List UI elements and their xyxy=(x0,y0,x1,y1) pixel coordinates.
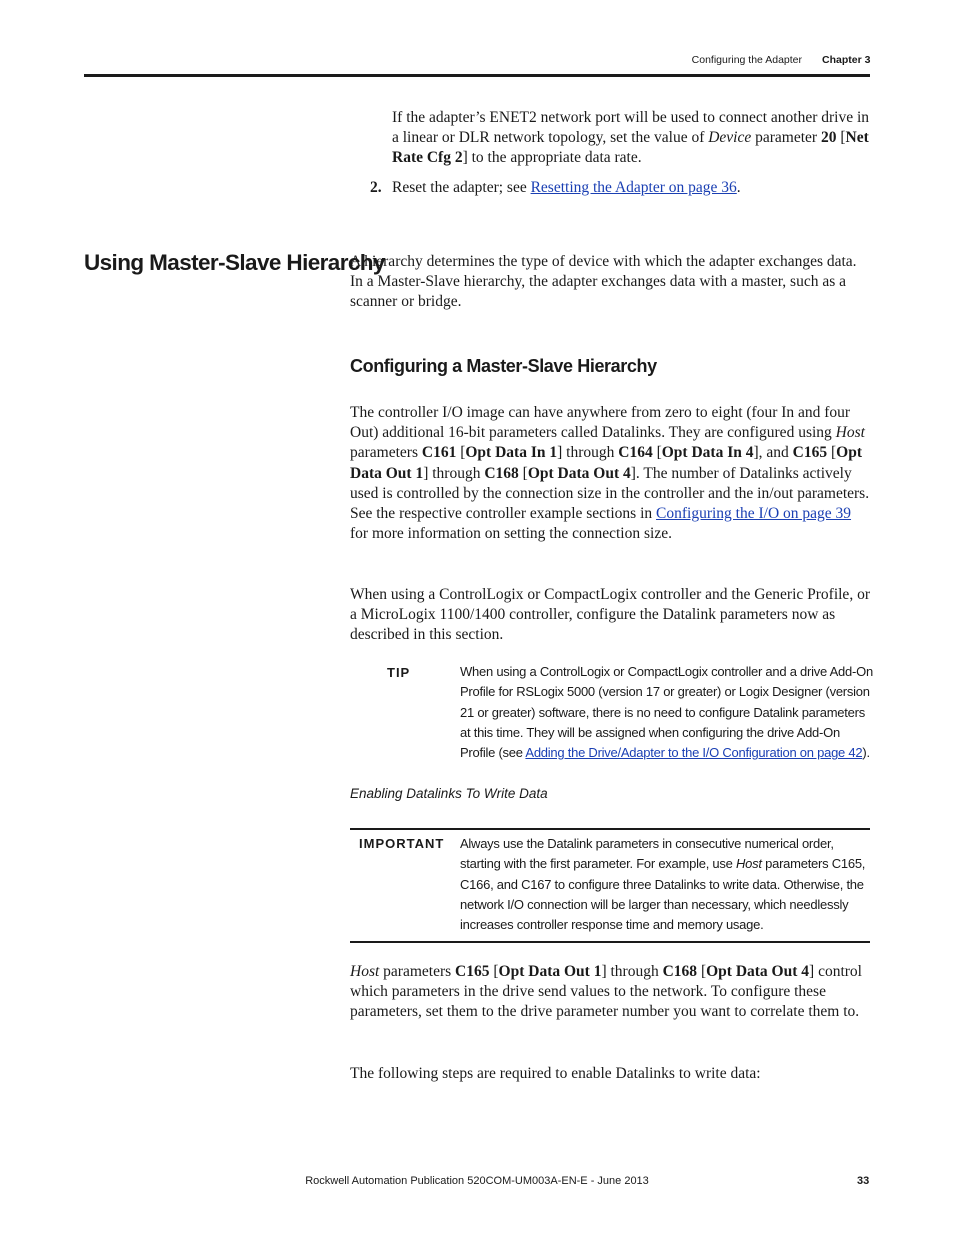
subheading: Configuring a Master-Slave Hierarchy xyxy=(350,356,657,376)
section-title: Using Master-Slave Hierarchy xyxy=(84,250,385,275)
io-image-paragraph: The controller I/O image can have anywhere from zero to eight (four In and four Out) additional 16-bit parameters called Datalinks. They are configured using Host parameters C161 [Opt Data In 1] through C164 [Opt Data In 4], and C165 [Opt Data Out 1] through C168 [Opt Data Out 4]. The number of Datalinks actively used is controlled by the connection size in the controller and the in/out parameters. See the respective controller example sections in Configuring the I/O on page 39 for more information on setting the connection size. xyxy=(350,404,870,543)
enet2-note-paragraph: If the adapter’s ENET2 network port will be used to connect another drive in a linear or DLR network topology, set the value of Device parameter 20 [Net Rate Cfg 2] to the appropriate data rate. xyxy=(392,109,870,167)
important-label: IMPORTANT xyxy=(359,836,445,851)
configuring-io-link[interactable]: Configuring the I/O on page 39 xyxy=(656,505,852,523)
controller-paragraph: When using a ControlLogix or CompactLogix controller and the Generic Profile, or a MicroLogix 1100/1400 controller, configure the Datalink parameters now as described in this section. xyxy=(350,586,870,644)
device-term: Device xyxy=(708,129,752,147)
host-parameters-paragraph: Host parameters C165 [Opt Data Out 1] through C168 [Opt Data Out 4] control which parameters in the drive send values to the network. To configure these parameters, set them to the drive parameter number you want to correlate them to. xyxy=(350,963,862,1021)
param-name: Net Rate Cfg 2 xyxy=(392,129,869,167)
subsection-caption: Enabling Datalinks To Write Data xyxy=(350,786,548,801)
footer-publication: Rockwell Automation Publication 520COM-UM003A-EN-E - June 2013 xyxy=(305,1175,649,1187)
running-header-section: Configuring the Adapter xyxy=(691,54,802,66)
param-number: 20 xyxy=(820,129,837,147)
hierarchy-paragraph: A hierarchy determines the type of device with which the adapter exchanges data. In a Master-Slave hierarchy, the adapter exchanges data with a master, such as a scanner or bridge. xyxy=(350,253,857,311)
tip-text: When using a ControlLogix or CompactLogix controller and a drive Add-On Profile for RSLogix 5000 (version 17 or greater) or Logix Designer (version 21 or greater) software, there is no need to configure Datalink parameters at this time. They will be assigned when configuring the drive Add-On Profile (see Adding the Drive/Adapter to the I/O Configuration on page 42). xyxy=(460,664,873,761)
step-number: 2. xyxy=(370,179,382,196)
important-top-rule xyxy=(350,828,870,830)
steps-intro-paragraph: The following steps are required to enable Datalinks to write data: xyxy=(350,1065,761,1082)
adding-drive-link[interactable]: Adding the Drive/Adapter to the I/O Configuration on page 42 xyxy=(525,745,863,761)
host-term: Host xyxy=(350,963,380,980)
page-number: 33 xyxy=(857,1175,870,1187)
header-rule xyxy=(84,74,870,77)
tip-label: TIP xyxy=(387,665,411,680)
important-bottom-rule xyxy=(350,941,870,943)
important-text: Always use the Datalink parameters in consecutive numerical order, starting with the first parameter. For example, use Host parameters C165, C166, and C167 to configure three Datalinks to write data. Otherwise, the network I/O connection will be larger than necessary, which needlessly increases controller response time and memory usage. xyxy=(460,836,866,933)
host-term: Host xyxy=(736,856,762,872)
running-header-chapter: Chapter 3 xyxy=(822,54,871,66)
resetting-adapter-link[interactable]: Resetting the Adapter on page 36 xyxy=(530,179,737,196)
host-term: Host xyxy=(835,424,865,442)
